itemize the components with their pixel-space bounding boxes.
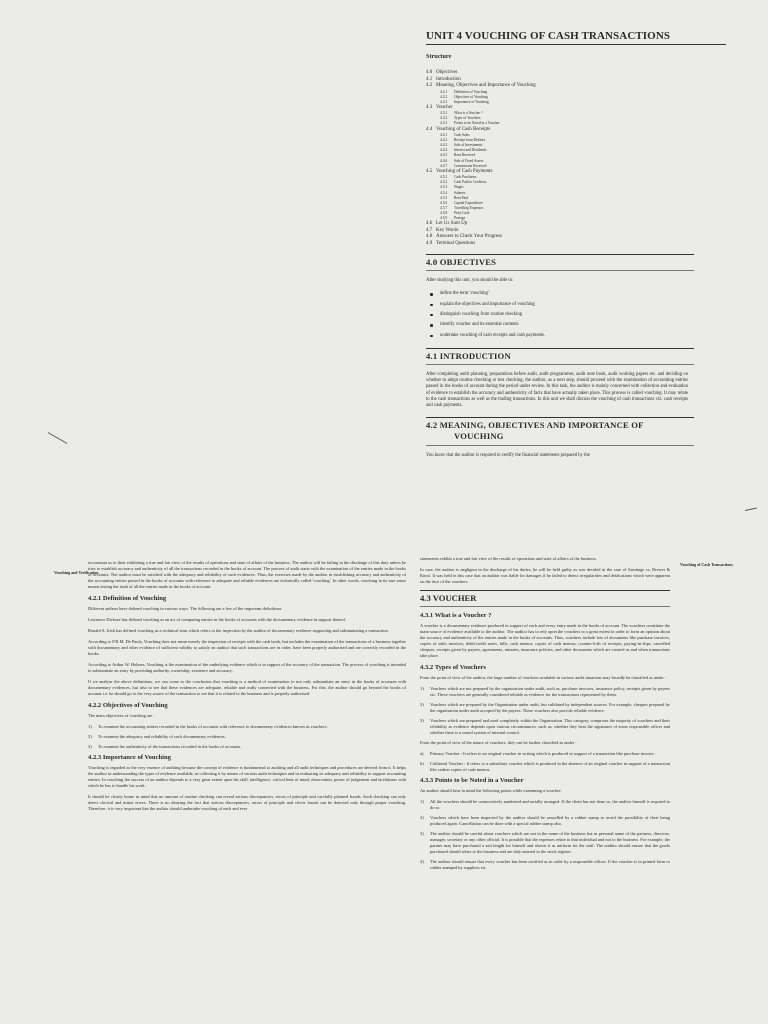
vouching-of-cash-transactions-page <box>420 556 768 1024</box>
introduction-text: After completing audit planning, preparations before audit, audit programmes, audit note book, audit working papers etc. and deciding on whether to adopt routine checking or test checking, the auditor, as a next step, should proceed with the examination of accounting entries passed in the books of account during the period under review. In this task, the auditor is mainly concerned with collection and evaluation of evidence to establish the accuracy and authenticity of facts that have actually taken place. This process is called vouching. It may relate to the cash transactions as well as the trading transactions. In this unit we shall discuss the vouching of cash transactions viz. cash receipts and cash payments. <box>426 371 688 409</box>
paragraph: A voucher is a documentary evidence produced in support of each and every entry made in the books of account. The vouchers constitute the main source of evidence available to the auditor. The auditor has to rely upon the vouchers to a great extent in order to form an opinion about the accuracy and authenticity of the entries made in the books of accounts. Thus, vouchers include lots of documents like purchase invoices, copies of sales invoices, debit/credit notes, bills, cash memos, copies of cash memos, counter-foils of receipts, paying-in-slips, cancelled cheques, receipts given by payees, agreements, minutes, insurance policies, and other documents which are created as and when transactions take place. <box>420 623 670 658</box>
vouching-and-verification-page <box>54 560 406 1024</box>
list-item: 3) The auditor should be careful about vouchers which are not in the name of the business but in personal name of the partners, directors, manager, secretary or any other official. It is possible that the expenses relate to that individual and not to the business. For example, the partner may have purchased a suit length for himself and shown it as uniform for the staff. The auditor should ensure that the goods purchased should relate to the business and are duly entered in the stock register. <box>420 831 670 854</box>
table-of-contents <box>426 70 726 247</box>
toc-subentry: 4.5.6 Capital Expenditure <box>440 200 483 205</box>
list-item: 1) All the vouchers should be consecutively numbered and serially arranged. If the client has not done so, the auditor himself is required to do so. <box>420 799 670 810</box>
objectives-list <box>428 289 726 340</box>
unit-title: UNIT 4 VOUCHING OF CASH TRANSACTIONS <box>426 30 726 45</box>
subsection-heading-4-2-3: 4.2.3 Importance of Vouching <box>88 754 171 761</box>
list-item: 4) The auditor should ensure that every voucher has been certified as in order by a responsible officer. If the voucher is in printed form or rubber stamped by suppliers etc. <box>420 859 670 870</box>
subsection-heading-4-3-3: 4.3.3 Points to be Noted in a Voucher <box>420 777 524 784</box>
toc-entry: 4.0 Objectives <box>426 70 458 75</box>
list-item: distinguish vouching from routine checking <box>428 310 726 320</box>
list-item: 3) Vouchers which are prepared and used completely within the Organisation. This category, comprises the majority of vouchers and their reliability as evidence depends upon various circumstances, such as, whether they bear the signatures of some responsible officer and whether there is a sound system of internal control. <box>420 718 670 735</box>
introduction-heading: 4.1 INTRODUCTION <box>426 348 694 365</box>
toc-subentry: 4.2.2 Objectives of Vouching <box>440 94 488 99</box>
toc-subentry: 4.5.4 Salaries <box>440 190 466 195</box>
paragraph: accountant as to their exhibiting a true and fair view of the results of operations and state of affairs of the business. The auditor will be failing in the discharge of this duty unless he tries to establish accuracy and authenticity of all the transactions recorded in the books of account. The process of audit starts with the examination of the entries made in the books of accounts. The auditor must be satisfied with the adequacy and reliability of such evidences. Thus, the exercises made by the auditor in establishing accuracy and authenticity of the accounting entries passed in the books of accounts with reference to adequate and reliable evidences are technically called 'vouching'. In other words, vouching in its true sense means testing the truth of all the entries made in the books of account. <box>88 560 406 589</box>
voucher-heading: 4.3 VOUCHER <box>420 590 670 607</box>
scan-mark <box>48 432 68 444</box>
toc-subentry: 4.4.6 Sale of Fixed Assets <box>440 158 484 163</box>
meaning-heading-line2: VOUCHING <box>454 430 504 441</box>
toc-subentry: 4.3.3 Points to be Noted in a Voucher <box>440 121 500 126</box>
list-item: b) Collateral Voucher : It refers to a subsidiary voucher which is produced in the absence of an original voucher in support of a transaction like carbon copies of cash memos. <box>420 761 670 772</box>
list-item: define the term 'vouching' <box>428 289 726 299</box>
subsection-heading-4-2-1: 4.2.1 Definition of Vouching <box>88 595 167 602</box>
toc-subentry: 4.4.5 Rent Received <box>440 153 476 158</box>
toc-subentry: 4.3.2 Types of Vouchers <box>440 116 481 121</box>
toc-subentry: 4.5.9 Postage <box>440 215 466 220</box>
paragraph: From the point of view of the auditor, the large number of vouchers available in various audit situations may broadly be classified as under : <box>420 675 667 680</box>
paragraph: In case, the auditor is negligent in the discharge of his duties, he will be held guilty as was decided in the case of Armitage vs. Brewer & Knott. It was held in this case that an auditor was liable for damages if he failed to detect irregularities and defalcations which were apparent on the face of the vouchers. <box>420 567 670 584</box>
toc-subentry: 4.4.3 Sale of Investments <box>440 143 483 148</box>
toc-entry: 4.4 Vouching of Cash Receipts <box>426 126 491 132</box>
meaning-heading-line1: 4.2 MEANING, OBJECTIVES AND IMPORTANCE OF <box>426 419 644 430</box>
structure-label: Structure <box>426 53 452 60</box>
toc-subentry: 4.4.1 Cash Sales <box>440 133 470 138</box>
toc-subentry: 4.5.2 Cash Paid to Creditors <box>440 180 487 185</box>
toc-subentry: 4.4.4 Interest and Dividends <box>440 148 487 153</box>
subsection-heading-4-3-1: 4.3.1 What is a Voucher ? <box>420 612 492 619</box>
objectives-heading: 4.0 OBJECTIVES <box>426 254 694 271</box>
unit-first-page <box>408 18 726 526</box>
toc-subentry: 4.5.3 Wages <box>440 185 464 190</box>
list-item: 2) To examine the adequacy and reliability of such documentary evidences. <box>88 734 226 739</box>
list-item: 2) Vouchers which are prepared by the Organisation under audit, but validated by independent sources. For example, cheques prepared by the organisation under audit accepted by the payees. These vouchers also provide reliable evidence. <box>420 702 670 713</box>
meaning-text: You know that the auditor is required to certify the financial statements prepared by the <box>426 452 590 458</box>
paragraph: Vouching is regarded as the very essence of auditing because the concept of evidence is fundamental to auditing and all audit techniques and procedures are derived from it. It helps the auditor in understanding the types of evidence available, in collecting it by means of various audit techniques and in evaluating its adequacy and reliability to support accounting entries. In vouching the success of an auditor depends to a very great extent upon his skill, intelligence, critical bent of mind, observation, power of judgement and tactfulness with which he has to handle his work. <box>88 765 406 788</box>
toc-subentry: 4.4.2 Receipt from Debtors <box>440 138 486 143</box>
list-item: 2) Vouchers which have been inspected by the auditor should be cancelled by a rubber stamp to avoid the possibility of their being produced again. Cancellation can be done with a special rubber stamp also. <box>420 815 670 826</box>
paragraph: If we analyse the above definitions, we can come to the conclusion that vouching is a method of examination to not only substantiate an entry in the books of accounts with documentary evidences, but also to see that these evidences are adequate, reliable and really connected with the business. For this, the auditor should go beyond the books of account i.e. he should go to the very source of the transaction to see that it is related to the business and is properly authorised. <box>88 679 406 696</box>
definition-irish: Ronald A. Irish has defined vouching as a technical term which refers to the inspection by the auditor of documentary evidence supporting and substantiating a transaction. <box>88 628 389 633</box>
toc-subentry: 4.2.3 Importance of Vouching <box>440 99 489 104</box>
list-item: identify voucher and its essential contents <box>428 320 726 330</box>
toc-subentry: 4.2.1 Definition of Vouching <box>440 89 488 94</box>
list-item: explain the objectives and importance of vouching <box>428 300 726 310</box>
paragraph: Different authors have defined vouching in various ways. The following are a few of the important definitions. <box>88 606 283 611</box>
definition-dicksee: Lawrence Dicksee has defined vouching as an act of comparing entries in the books of accounts with the documentary evidence in support thereof. <box>88 617 347 622</box>
list-item: a) Primary Voucher : It refers to an original voucher in writing which is produced in support of a transaction like purchase invoice. <box>420 751 655 756</box>
subsection-heading-4-3-2: 4.3.2 Types of Vouchers <box>420 664 486 671</box>
list-item: 1) To examine the accounting entries recorded in the books of accounts with reference to documentary evidences known as vouchers. <box>88 724 328 729</box>
scan-mark <box>745 508 757 511</box>
list-item: undertake vouching of cash receipts and cash payments. <box>428 331 726 341</box>
definition-de-paula: According to F.R.M. De Paula, Vouching does not mean merely the inspection of receipts with the cash book, but includes the examination of the transactions of a business together with documentary and other evidence of sufficient validity to satisfy an auditor that such transactions are in order, have been properly authorised and are correctly recorded in the books. <box>88 639 406 656</box>
toc-entry: 4.9 Terminal Questions <box>426 240 476 246</box>
toc-subentry: 4.5.5 Rent Paid <box>440 195 469 200</box>
paragraph: It should be clearly borne in mind that no amount of routine checking can reveal serious discrepancies, errors of principle and carefully planned frauds. Such checking can only detect clerical and minor errors. There is no denying the fact that serious discrepancies, errors of principle and clever frauds can be detected only through proper vouching. Therefore, it is very important that the auditor should undertake vouching of each and ever <box>88 794 406 811</box>
toc-entry: 4.5 Vouching of Cash Payments <box>426 168 493 174</box>
toc-subentry: 4.5.8 Petty Cash <box>440 210 470 215</box>
toc-entry: 4.2 Meaning, Objectives and Importance of Vouching <box>426 83 536 88</box>
running-head: Vouching and Verification <box>54 570 99 575</box>
toc-entry: 4.3 Voucher <box>426 104 453 110</box>
toc-subentry: 4.4.7 Commission Received <box>440 163 487 168</box>
definition-holmes: According to Arthur W. Holmes, Vouching is the examination of the underlying evidence which is in support of the accuracy of the transaction. The process of vouching is intended to substantiate an entry by providing authority, ownership, existence and accuracy. <box>88 662 406 673</box>
subsection-heading-4-2-2: 4.2.2 Objectives of Vouching <box>88 702 168 709</box>
toc-entry: 4.1 Introduction <box>426 76 461 82</box>
toc-subentry: 4.5.7 Travelling Expenses <box>440 205 484 210</box>
running-head: Vouching of Cash Transactions <box>680 562 733 567</box>
meaning-heading <box>426 417 694 446</box>
list-item: 1) Vouchers which are not prepared by the organisation under audit, such as, purchase invoices, insurance policy, receipts given by payees etc. These vouchers are generally considered reliable as evidence for the transactions represented by them. <box>420 686 670 697</box>
paragraph: From the point of view of the nature of vouchers, they can be further classified as under : <box>420 740 577 745</box>
list-item: 3) To examine the authenticity of the transactions recorded in the books of accounts. <box>88 744 242 749</box>
paragraph: statements exhibit a true and fair view of the results of operations and state of affairs of the business. <box>420 556 597 561</box>
toc-subentry: 4.3.1 What is a Voucher ? <box>440 111 483 116</box>
toc-entry: 4.7 Key Words <box>426 227 459 233</box>
toc-subentry: 4.5.1 Cash Purchases <box>440 175 477 180</box>
toc-entry: 4.8 Answers to Check Your Progress <box>426 234 502 240</box>
objectives-intro: After studying this unit, you should be able to: <box>426 278 514 284</box>
paragraph: An auditor should bear in mind the following points while examining a voucher: <box>420 788 562 793</box>
toc-entry: 4.6 Let Us Sum Up <box>426 221 468 227</box>
paragraph: The main objectives of vouching are : <box>88 713 155 718</box>
